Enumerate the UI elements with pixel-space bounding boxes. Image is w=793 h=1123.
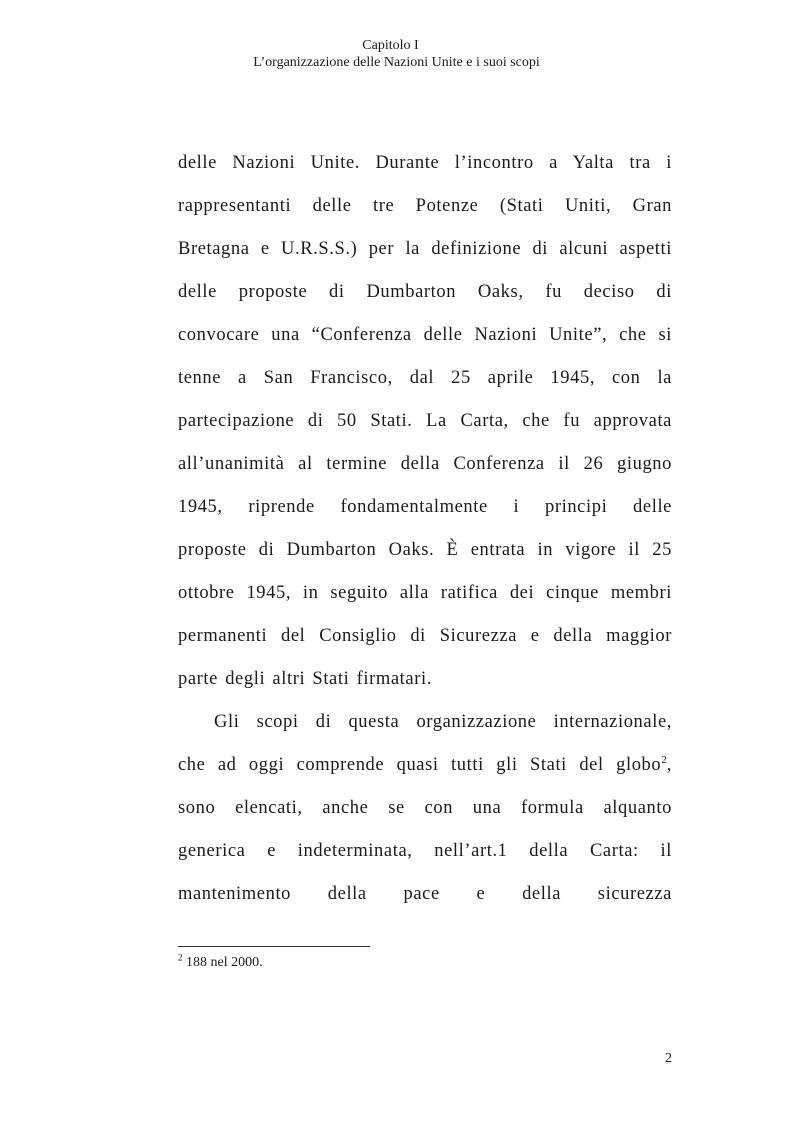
chapter-label: Capitolo I — [362, 38, 419, 53]
text-line: convocare una “Conferenza delle Nazioni Unite”, che si — [178, 325, 672, 345]
text-line-with-footnote-ref — [178, 744, 672, 787]
footnote-reference[interactable]: 2 — [661, 753, 667, 766]
text-line: delle proposte di Dumbarton Oaks, fu deciso di — [178, 282, 672, 302]
running-header — [0, 37, 793, 71]
page-number: 2 — [665, 1051, 672, 1066]
text-line: Bretagna e U.R.S.S.) per la definizione di alcuni aspetti — [178, 239, 672, 259]
text-line: ottobre 1945, in seguito alla ratifica dei cinque membri — [178, 583, 672, 603]
footnote — [178, 954, 263, 972]
text-line: generica e indeterminata, nell’art.1 della Carta: il — [178, 841, 672, 861]
text-line: parte degli altri Stati firmatari. — [178, 669, 432, 689]
text-line: proposte di Dumbarton Oaks. È entrata in vigore il 25 — [178, 540, 672, 560]
paragraph-1 — [178, 142, 672, 701]
text-line: permanenti del Consiglio di Sicurezza e della maggior — [178, 626, 672, 646]
text-line: all’unanimità al termine della Conferenza il 26 giugno — [178, 454, 672, 474]
text-line: rappresentanti delle tre Potenze (Stati Uniti, Gran — [178, 196, 672, 216]
text-segment: , — [666, 755, 672, 775]
text-segment: che ad oggi comprende quasi tutti gli Stati del globo — [178, 755, 662, 775]
footnote-number: 2 — [178, 952, 183, 963]
footnote-text: 188 nel 2000. — [182, 955, 263, 970]
text-line: mantenimento della pace e della sicurezza — [178, 884, 672, 904]
main-text — [178, 142, 672, 916]
text-line: sono elencati, anche se con una formula alquanto — [178, 798, 672, 818]
chapter-title: L’organizzazione delle Nazioni Unite e i suoi scopi — [253, 55, 540, 70]
text-line: Gli scopi di questa organizzazione internazionale, — [214, 712, 672, 732]
text-line: delle Nazioni Unite. Durante l’incontro a Yalta tra i — [178, 153, 672, 173]
text-line: partecipazione di 50 Stati. La Carta, che fu approvata — [178, 411, 672, 431]
text-line: tenne a San Francisco, dal 25 aprile 1945, con la — [178, 368, 672, 388]
paragraph-2 — [178, 701, 672, 916]
footnote-separator — [178, 946, 370, 947]
text-line: 1945, riprende fondamentalmente i principi delle — [178, 497, 672, 517]
